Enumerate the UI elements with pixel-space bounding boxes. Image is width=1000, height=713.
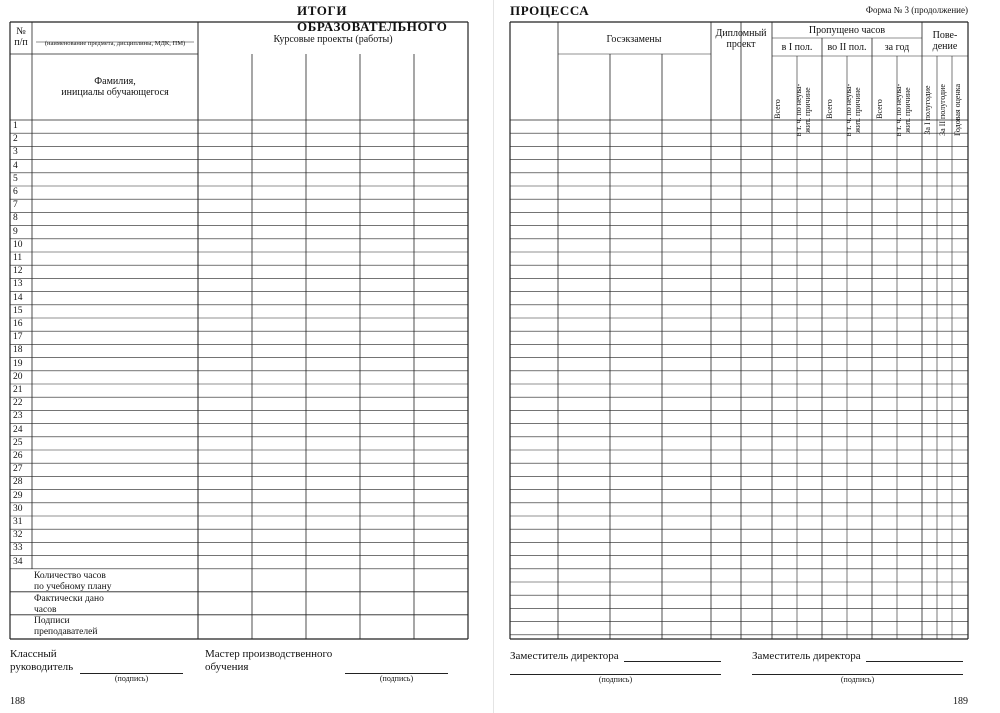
header-total-2: Всего (825, 99, 834, 119)
row-number: 31 (13, 517, 23, 527)
row-number: 21 (13, 385, 23, 395)
header-total-1: Всего (773, 99, 782, 119)
header-unexcused-3: в т. ч. по неува- жит. причине (894, 83, 912, 137)
row-number: 29 (13, 490, 23, 501)
deputy-director-line-1a[interactable] (624, 661, 721, 662)
row-number: 6 (13, 187, 18, 197)
row-number: 26 (13, 451, 23, 461)
row-number: 1 (13, 121, 18, 131)
header-subject-hint: (наименование предмета, дисциплины, МДК, ПМ) (44, 40, 186, 47)
row-number: 28 (13, 477, 23, 488)
row-number: 12 (13, 266, 23, 277)
row-number: 2 (13, 134, 18, 145)
row-number: 14 (13, 292, 23, 303)
deputy-director-line-2a[interactable] (866, 661, 963, 662)
right-grades-table (510, 22, 968, 639)
page-number-right: 189 (953, 696, 968, 707)
deputy-director-caption-1: (подпись) (598, 675, 633, 684)
row-number: 10 (13, 239, 23, 250)
book-spine (493, 0, 494, 713)
row-number: 27 (13, 464, 23, 475)
left-grades-table (10, 22, 468, 639)
summary-teacher-signatures: Подписи преподавателей (34, 616, 98, 637)
header-student-name: Фамилия, инициалы обучающегося (61, 76, 169, 98)
page-title-left: ИТОГИ ОБРАЗОВАТЕЛЬНОГО (297, 3, 448, 34)
row-number: 5 (13, 173, 18, 184)
row-number: 16 (13, 319, 23, 329)
row-number: 4 (13, 160, 18, 171)
row-number: 9 (13, 226, 18, 237)
header-behavior-h2: За II полугодие (938, 84, 947, 136)
deputy-director-label-1: Заместитель директора (510, 650, 619, 662)
header-unexcused-1: в т. ч. по неува- жит. причине (794, 83, 812, 137)
row-number: 34 (13, 556, 23, 567)
row-number: 15 (13, 305, 23, 316)
row-number: 25 (13, 437, 23, 448)
right-page (500, 0, 1000, 713)
summary-actual-hours: Фактически дано часов (34, 594, 104, 615)
class-teacher-label: Классный руководитель (10, 648, 74, 673)
row-number: 13 (13, 279, 23, 290)
header-behavior: Пове- дение (932, 30, 958, 52)
header-unexcused-2: в т. ч. по неува- жит. причине (844, 83, 862, 137)
header-diploma: Дипломный проект (715, 28, 767, 50)
row-number: 20 (13, 371, 23, 382)
row-number: 23 (13, 411, 23, 422)
page-number-left: 188 (10, 696, 25, 707)
header-row-number: № п/п (14, 26, 28, 48)
header-behavior-year: Годовая оценка (953, 83, 962, 137)
header-total-3: Всего (875, 99, 884, 119)
header-coursework: Курсовые проекты (работы) (273, 34, 393, 45)
row-number: 22 (13, 398, 23, 409)
form-note: Форма № 3 (продолжение) (865, 5, 968, 15)
header-missed-hours: Пропущено часов (808, 25, 886, 36)
row-number: 8 (13, 213, 18, 224)
master-signature-caption: (подпись) (379, 674, 414, 683)
deputy-director-label-2: Заместитель директора (752, 650, 861, 662)
row-number: 18 (13, 345, 23, 356)
row-number: 32 (13, 530, 23, 541)
row-number: 3 (13, 147, 18, 158)
summary-planned-hours: Количество часов по учебному плану (34, 571, 112, 592)
header-year: за год (884, 42, 910, 53)
header-behavior-h1: За I полугодие (923, 85, 932, 135)
page-title-right: ПРОЦЕССА (510, 3, 590, 18)
row-number: 33 (13, 543, 23, 554)
row-number: 11 (13, 253, 23, 263)
row-number: 19 (13, 358, 23, 369)
left-table-lines (10, 22, 468, 639)
row-number: 7 (13, 200, 18, 211)
deputy-director-caption-2: (подпись) (840, 675, 875, 684)
row-number: 17 (13, 332, 23, 343)
master-label: Мастер производственного обучения (205, 648, 333, 673)
row-number: 30 (13, 503, 23, 514)
left-page (0, 0, 490, 713)
class-teacher-signature-caption: (подпись) (114, 674, 149, 683)
header-first-half: в I пол. (781, 42, 813, 53)
header-state-exams: Госэкзамены (606, 34, 662, 45)
row-number: 24 (13, 424, 23, 435)
header-second-half: во II пол. (827, 42, 867, 53)
